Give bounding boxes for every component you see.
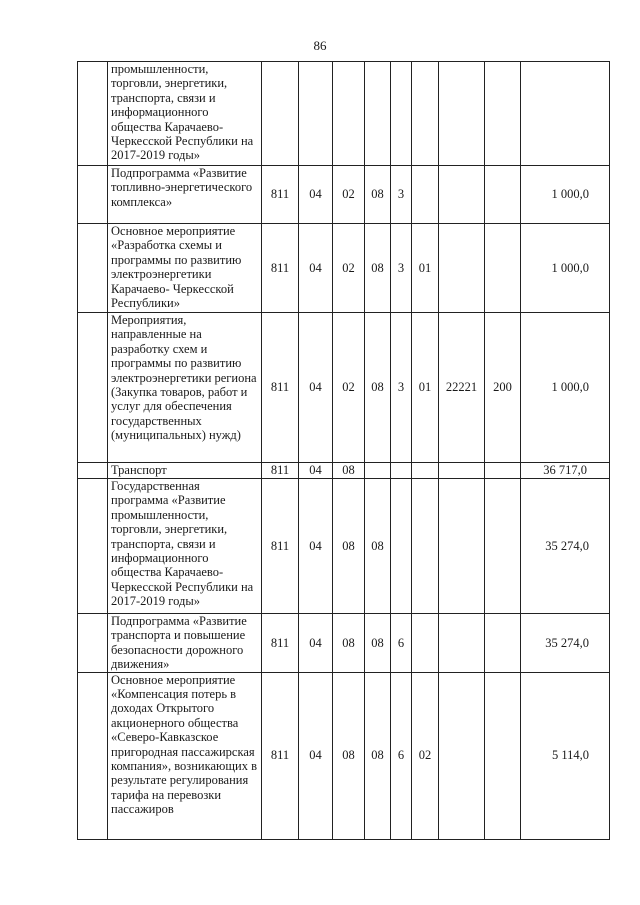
- cell-number: [78, 614, 108, 673]
- cell-program: 08: [365, 166, 391, 224]
- cell-program: [365, 62, 391, 166]
- cell-target-article: [439, 224, 485, 313]
- cell-pr: 08: [333, 463, 365, 479]
- cell-target-article: [439, 62, 485, 166]
- cell-name: Основное мероприятие «Разработка схемы и программы по развитию электроэнергетики Карачаево- Черкесской Республики»: [108, 224, 262, 313]
- cell-subprogram: [391, 463, 412, 479]
- cell-rz: 04: [299, 313, 333, 463]
- cell-activity: 01: [412, 224, 439, 313]
- cell-ved: 811: [262, 224, 299, 313]
- cell-target-article: [439, 479, 485, 614]
- cell-program: 08: [365, 224, 391, 313]
- cell-number: [78, 224, 108, 313]
- cell-amount: 1 000,0: [521, 313, 610, 463]
- table-row: [78, 614, 610, 673]
- cell-target-article: [439, 672, 485, 839]
- cell-name: Транспорт: [108, 463, 262, 479]
- cell-amount: 35 274,0: [521, 614, 610, 673]
- cell-pr: [333, 62, 365, 166]
- cell-number: [78, 166, 108, 224]
- cell-amount: 1 000,0: [521, 166, 610, 224]
- cell-rz: [299, 62, 333, 166]
- cell-ved: [262, 62, 299, 166]
- cell-amount: 1 000,0: [521, 224, 610, 313]
- cell-activity: [412, 166, 439, 224]
- cell-pr: 02: [333, 313, 365, 463]
- cell-expense-type: [485, 62, 521, 166]
- table-row: [78, 672, 610, 839]
- cell-program: 08: [365, 479, 391, 614]
- cell-pr: 08: [333, 614, 365, 673]
- cell-subprogram: [391, 479, 412, 614]
- cell-name: Государственная программа «Развитие промышленности, торговли, энергетики, транспорта, связи и информационного общества Карачаево-Черкесской Республики на 2017-2019 годы»: [108, 479, 262, 614]
- cell-pr: 02: [333, 224, 365, 313]
- cell-ved: 811: [262, 614, 299, 673]
- cell-ved: 811: [262, 313, 299, 463]
- cell-expense-type: [485, 224, 521, 313]
- cell-expense-type: [485, 672, 521, 839]
- cell-ved: 811: [262, 672, 299, 839]
- cell-rz: 04: [299, 672, 333, 839]
- cell-subprogram: [391, 62, 412, 166]
- table-row: [78, 313, 610, 463]
- cell-rz: 04: [299, 614, 333, 673]
- cell-ved: 811: [262, 463, 299, 479]
- cell-target-article: [439, 166, 485, 224]
- cell-subprogram: 6: [391, 614, 412, 673]
- cell-pr: 02: [333, 166, 365, 224]
- cell-subprogram: 6: [391, 672, 412, 839]
- cell-ved: 811: [262, 166, 299, 224]
- cell-name: Подпрограмма «Развитие транспорта и повышение безопасности дорожного движения»: [108, 614, 262, 673]
- cell-amount: [521, 62, 610, 166]
- table-row: [78, 224, 610, 313]
- cell-name: Мероприятия, направленные на разработку схем и программы по развитию электроэнергетики региона (Закупка товаров, работ и услуг для обеспечения государственных (муниципальных) нужд): [108, 313, 262, 463]
- cell-subprogram: 3: [391, 224, 412, 313]
- cell-number: [78, 672, 108, 839]
- budget-table: [77, 61, 610, 840]
- cell-activity: [412, 463, 439, 479]
- cell-name: Основное мероприятие «Компенсация потерь в доходах Открытого акционерного общества «Северо-Кавказское пригородная пассажирская компания», возникающих в результате регулирования тарифа на перевозки пассажиров: [108, 672, 262, 839]
- cell-activity: [412, 62, 439, 166]
- cell-expense-type: 200: [485, 313, 521, 463]
- cell-ved: 811: [262, 479, 299, 614]
- table-row: [78, 166, 610, 224]
- cell-subprogram: 3: [391, 313, 412, 463]
- cell-activity: [412, 479, 439, 614]
- cell-name: промышленности, торговли, энергетики, транспорта, связи и информационного общества Карачаево-Черкесской Республики на 2017-2019 годы»: [108, 62, 262, 166]
- cell-expense-type: [485, 479, 521, 614]
- cell-program: 08: [365, 614, 391, 673]
- cell-program: [365, 463, 391, 479]
- cell-name: Подпрограмма «Развитие топливно-энергетического комплекса»: [108, 166, 262, 224]
- cell-number: [78, 479, 108, 614]
- cell-program: 08: [365, 313, 391, 463]
- cell-number: [78, 62, 108, 166]
- cell-amount: 36 717,0: [521, 463, 610, 479]
- cell-rz: 04: [299, 463, 333, 479]
- table-row: [78, 463, 610, 479]
- cell-expense-type: [485, 463, 521, 479]
- cell-pr: 08: [333, 479, 365, 614]
- cell-activity: 01: [412, 313, 439, 463]
- cell-expense-type: [485, 166, 521, 224]
- cell-activity: [412, 614, 439, 673]
- cell-expense-type: [485, 614, 521, 673]
- cell-target-article: [439, 614, 485, 673]
- cell-rz: 04: [299, 224, 333, 313]
- cell-activity: 02: [412, 672, 439, 839]
- cell-program: 08: [365, 672, 391, 839]
- cell-amount: 5 114,0: [521, 672, 610, 839]
- cell-pr: 08: [333, 672, 365, 839]
- table-row: [78, 62, 610, 166]
- cell-rz: 04: [299, 166, 333, 224]
- cell-target-article: [439, 463, 485, 479]
- cell-target-article: 22221: [439, 313, 485, 463]
- cell-subprogram: 3: [391, 166, 412, 224]
- cell-rz: 04: [299, 479, 333, 614]
- table-row: [78, 479, 610, 614]
- cell-amount: 35 274,0: [521, 479, 610, 614]
- cell-number: [78, 463, 108, 479]
- page-number: 86: [313, 38, 327, 53]
- cell-number: [78, 313, 108, 463]
